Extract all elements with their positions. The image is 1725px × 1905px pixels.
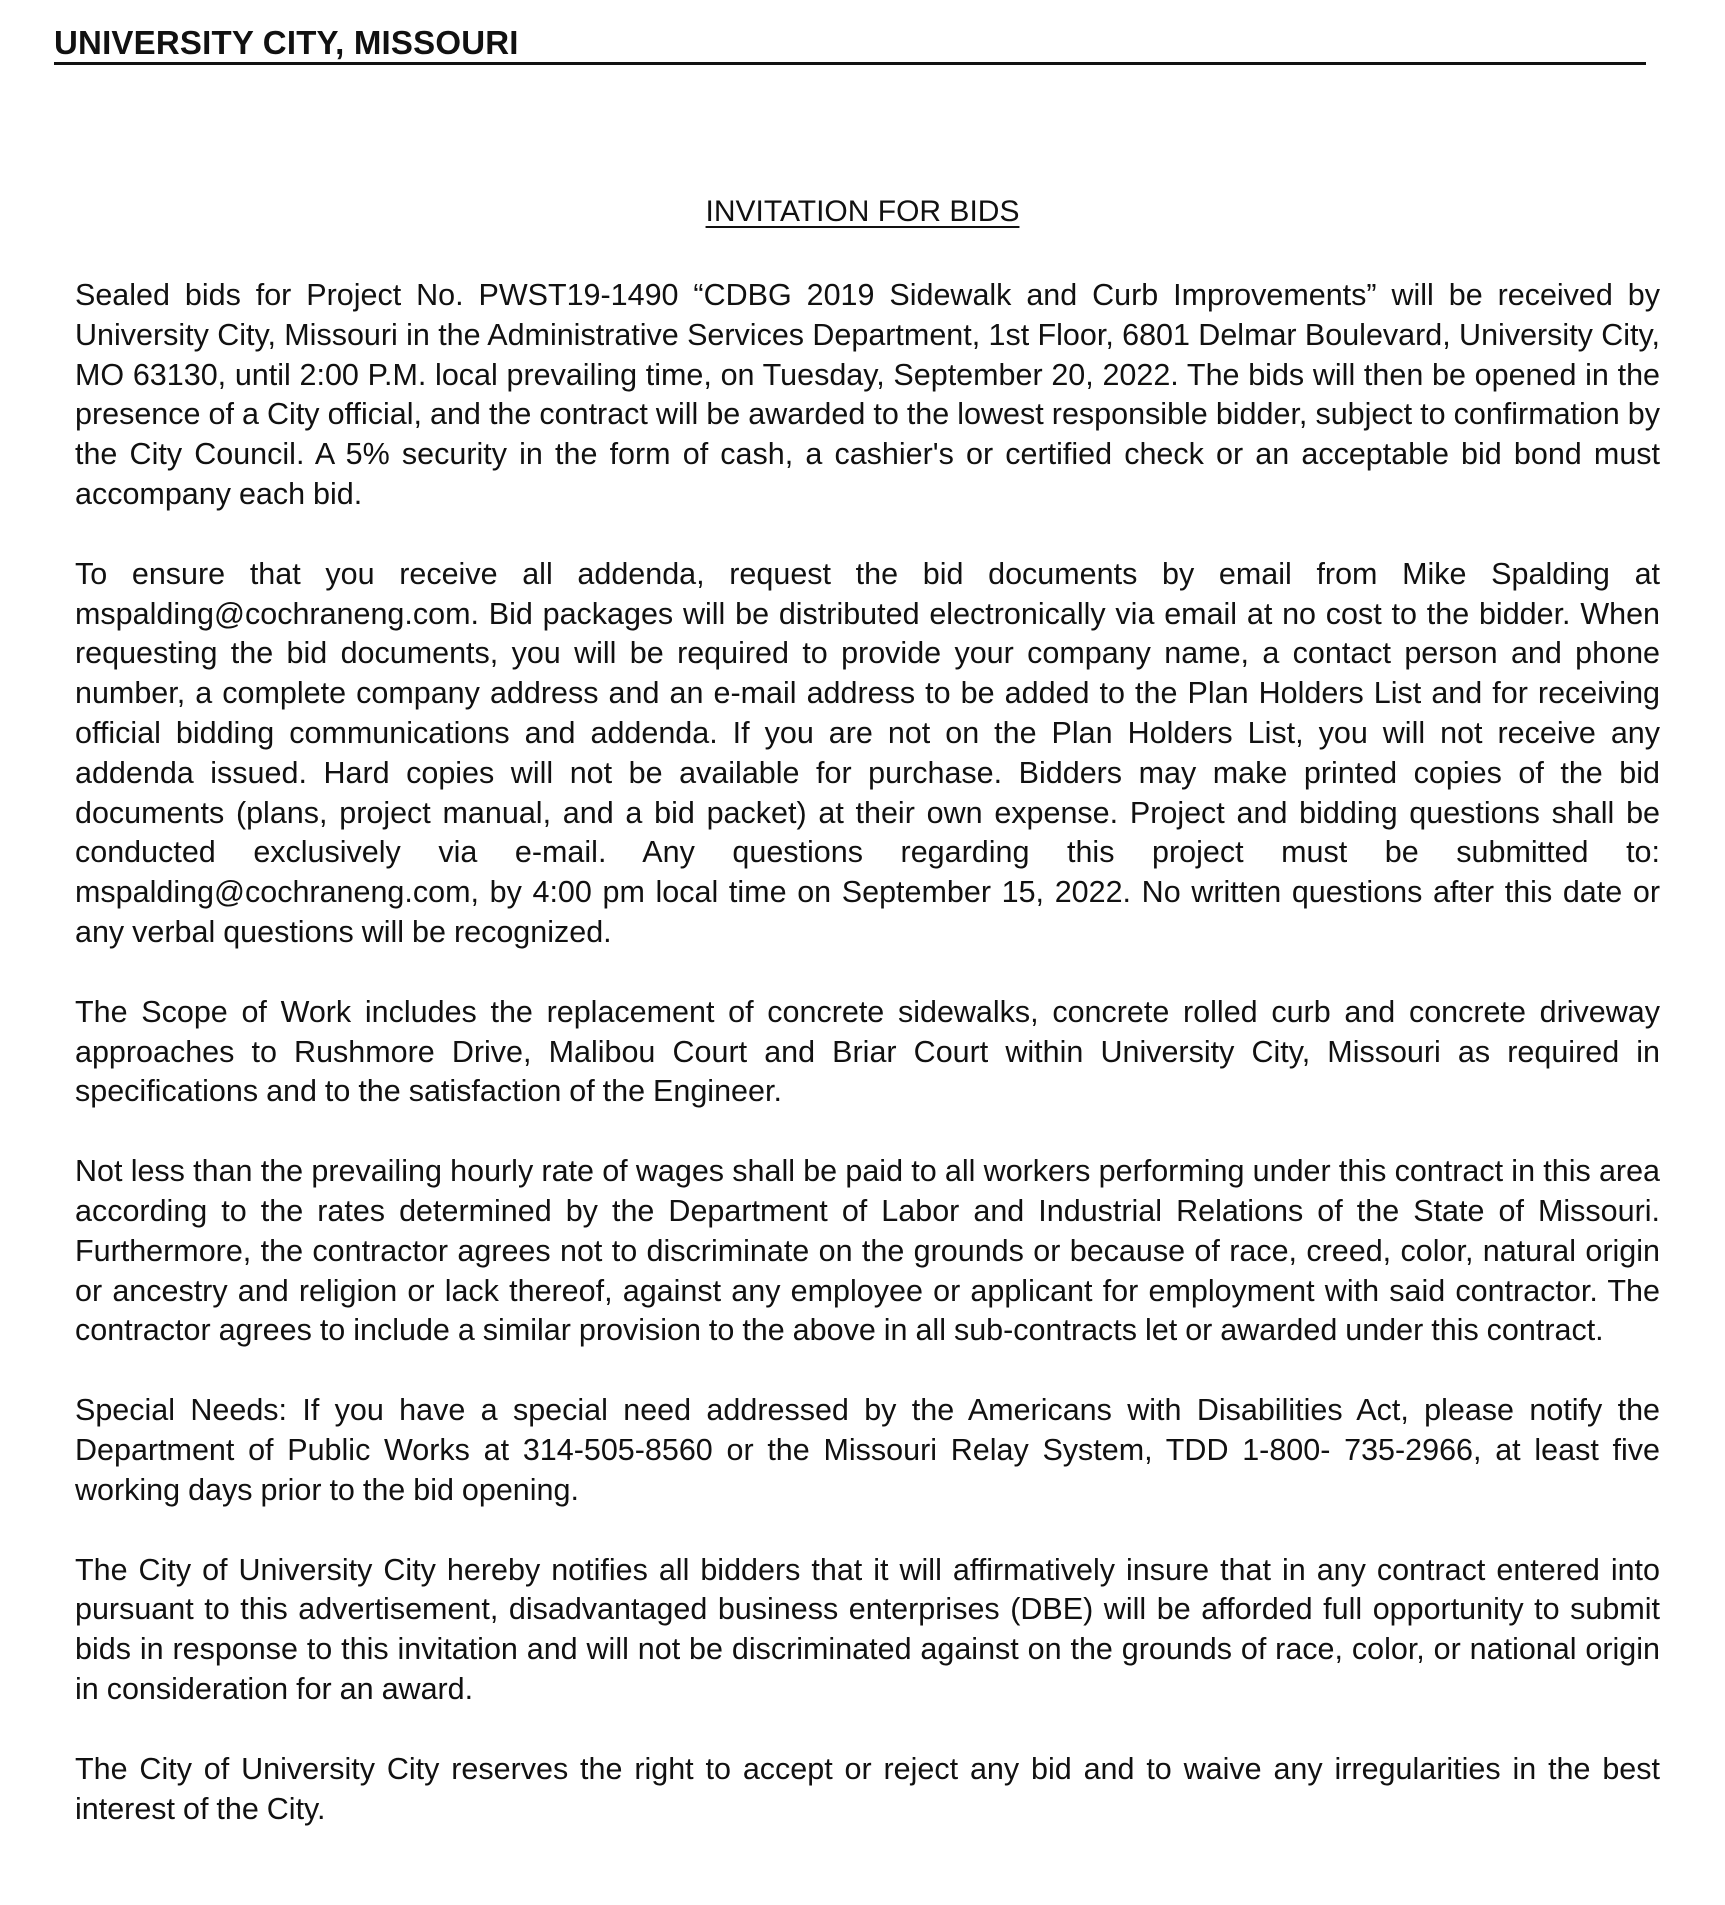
paragraph-special-needs: Special Needs: If you have a special need addressed by the Americans with Disabilities Act, please notify the Department of Public Works at 314-505-8560 or the Missouri Relay System, TDD 1-800- 735-2966, at least five working days prior to the bid opening. xyxy=(75,1393,1660,1507)
document-title-text: INVITATION FOR BIDS xyxy=(705,195,1020,228)
paragraph-reservation: The City of University City reserves the right to accept or reject any bid and to waive any irregularities in the best interest of the City. xyxy=(75,1751,1660,1826)
paragraph-bid-submission: Sealed bids for Project No. PWST19-1490 “CDBG 2019 Sidewalk and Curb Improvements” will be received by University City, Missouri in the Administrative Services Department, 1st Floor, 6801 Delmar Boulevard, University City, MO 63130, until 2:00 P.M. local prevailing time, on Tuesday, September 20, 2022. The bids will then be opened in the presence of a City official, and the contract will be awarded to the lowest responsible bidder, subject to confirmation by the City Council. A 5% security in the form of cash, a cashier's or certified check or an acceptable bid bond must accompany each bid. xyxy=(75,278,1660,511)
masthead xyxy=(54,24,1646,65)
paragraph-dbe-notice: The City of University City hereby notifies all bidders that it will affirmatively insure that in any contract entered into pursuant to this advertisement, disadvantaged business enterprises (DBE) will be afforded full opportunity to submit bids in response to this invitation and will not be discriminated against on the grounds of race, color, or national origin in consideration for an award. xyxy=(75,1552,1660,1706)
document-title xyxy=(0,192,1725,232)
paragraph-bid-documents: To ensure that you receive all addenda, request the bid documents by email from Mike Spalding at mspalding@cochraneng.com. Bid packages will be distributed electronically via email at no cost to the bidder. When requesting the bid documents, you will be required to provide your company name, a contact person and phone number, a complete company address and an e-mail address to be added to the Plan Holders List and for receiving official bidding communications and addenda. If you are not on the Plan Holders List, you will not receive any addenda issued. Hard copies will not be available for purchase. Bidders may make printed copies of the bid documents (plans, project manual, and a bid packet) at their own expense. Project and bidding questions shall be conducted exclusively via e-mail. Any questions regarding this project must be submitted to: mspalding@cochraneng.com, by 4:00 pm local time on September 15, 2022. No written questions after this date or any verbal questions will be recognized. xyxy=(75,556,1660,949)
paragraph-wages: Not less than the prevailing hourly rate of wages shall be paid to all workers performing under this contract in this area according to the rates determined by the Department of Labor and Industrial Relations of the State of Missouri. Furthermore, the contractor agrees not to discriminate on the grounds or because of race, creed, color, natural origin or ancestry and religion or lack thereof, against any employee or applicant for employment with said contractor. The contractor agrees to include a similar provision to the above in all sub-contracts let or awarded under this contract. xyxy=(75,1154,1660,1348)
document-body xyxy=(75,276,1660,1869)
paragraph-scope-of-work: The Scope of Work includes the replacement of concrete sidewalks, concrete rolled curb and concrete driveway approaches to Rushmore Drive, Malibou Court and Briar Court within University City, Missouri as required in specifications and to the satisfaction of the Engineer. xyxy=(75,994,1660,1109)
masthead-title: UNIVERSITY CITY, MISSOURI xyxy=(54,24,519,61)
